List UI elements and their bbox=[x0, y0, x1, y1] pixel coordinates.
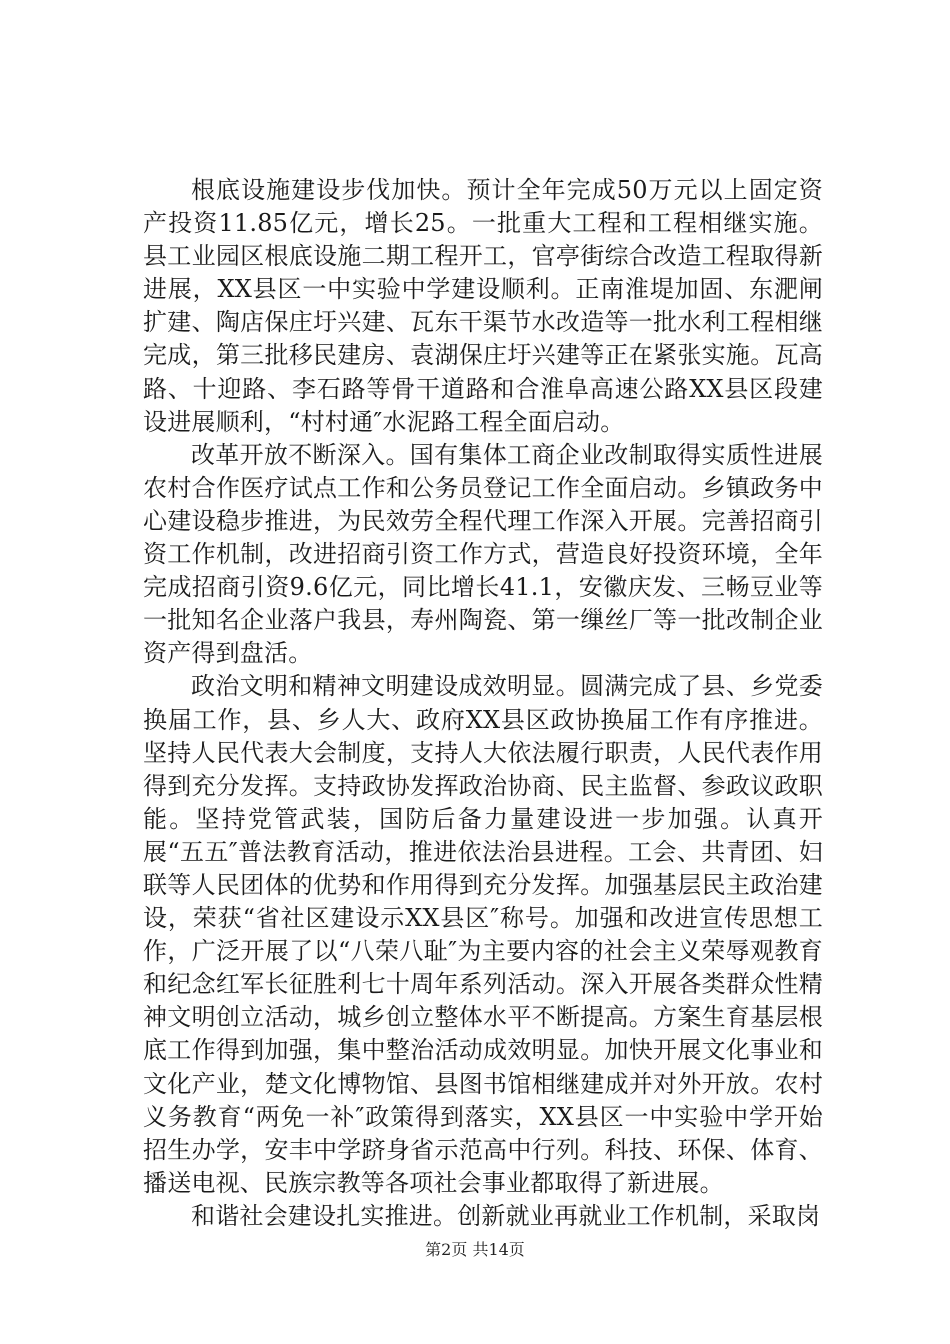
paragraph-reform-opening: 改革开放不断深入。国有集体工商企业改制取得实质性进展农村合作医疗试点工作和公务员登记工作全面启动。乡镇政务中心建设稳步推进，为民效劳全程代理工作深入开展。完善招商引资工作机制，改进招商引资工作方式，营造良好投资环境，全年完成招商引资9.6亿元，同比增长41.1，安徽庆发、三畅豆业等一批知名企业落户我县，寿州陶瓷、第一缫丝厂等一批改制企业资产得到盘活。 bbox=[143, 440, 823, 668]
paragraph-infrastructure: 根底设施建设步伐加快。预计全年完成50万元以上固定资产投资11.85亿元，增长25。一批重大工程和工程相继实施。县工业园区根底设施二期工程开工，官亭街综合改造工程取得新进展，XX县区一中实验中学建设顺利。正南淮堤加固、东淝闸扩建、陶店保庄圩兴建、瓦东干渠节水改造等一批水利工程相继完成，第三批移民建房、袁湖保庄圩兴建等正在紧张实施。瓦高路、十迎路、李石路等骨干道路和合淮阜高速公路XX县区段建设进展顺利，“村村通″水泥路工程全面启动。 bbox=[143, 176, 823, 436]
paragraph-civilization: 政治文明和精神文明建设成效明显。圆满完成了县、乡党委换届工作，县、乡人大、政府XX县区政协换届工作有序推进。坚持人民代表大会制度，支持人大依法履行职责，人民代表作用得到充分发挥。支持政协发挥政治协商、民主监督、参政议政职能。坚持党管武装，国防后备力量建设进一步加强。认真开展“五五″普法教育活动，推进依法治县进程。工会、共青团、妇联等人民团体的优势和作用得到充分发挥。加强基层民主政治建设，荣获“省社区建设示XX县区″称号。加强和改进宣传思想工作，广泛开展了以“八荣八耻″为主要内容的社会主义荣辱观教育和纪念红军长征胜利七十周年系列活动。深入开展各类群众性精神文明创立活动，城乡创立整体水平不断提高。方案生育基层根底工作得到加强，集中整治活动成效明显。加快开展文化事业和文化产业，楚文化博物馆、县图书馆相继建成并对外开放。农村义务教育“两免一补″政策得到落实，XX县区一中实验中学开始招生办学，安丰中学跻身省示范高中行列。科技、环保、体育、播送电视、民族宗教等各项社会事业都取得了新进展。 bbox=[143, 672, 823, 1197]
page-number-footer: 第2页 共14页 bbox=[425, 1240, 525, 1259]
document-body bbox=[143, 174, 823, 1233]
paragraph-harmonious-society: 和谐社会建设扎实推进。创新就业再就业工作机制，采取岗 bbox=[191, 1201, 821, 1230]
